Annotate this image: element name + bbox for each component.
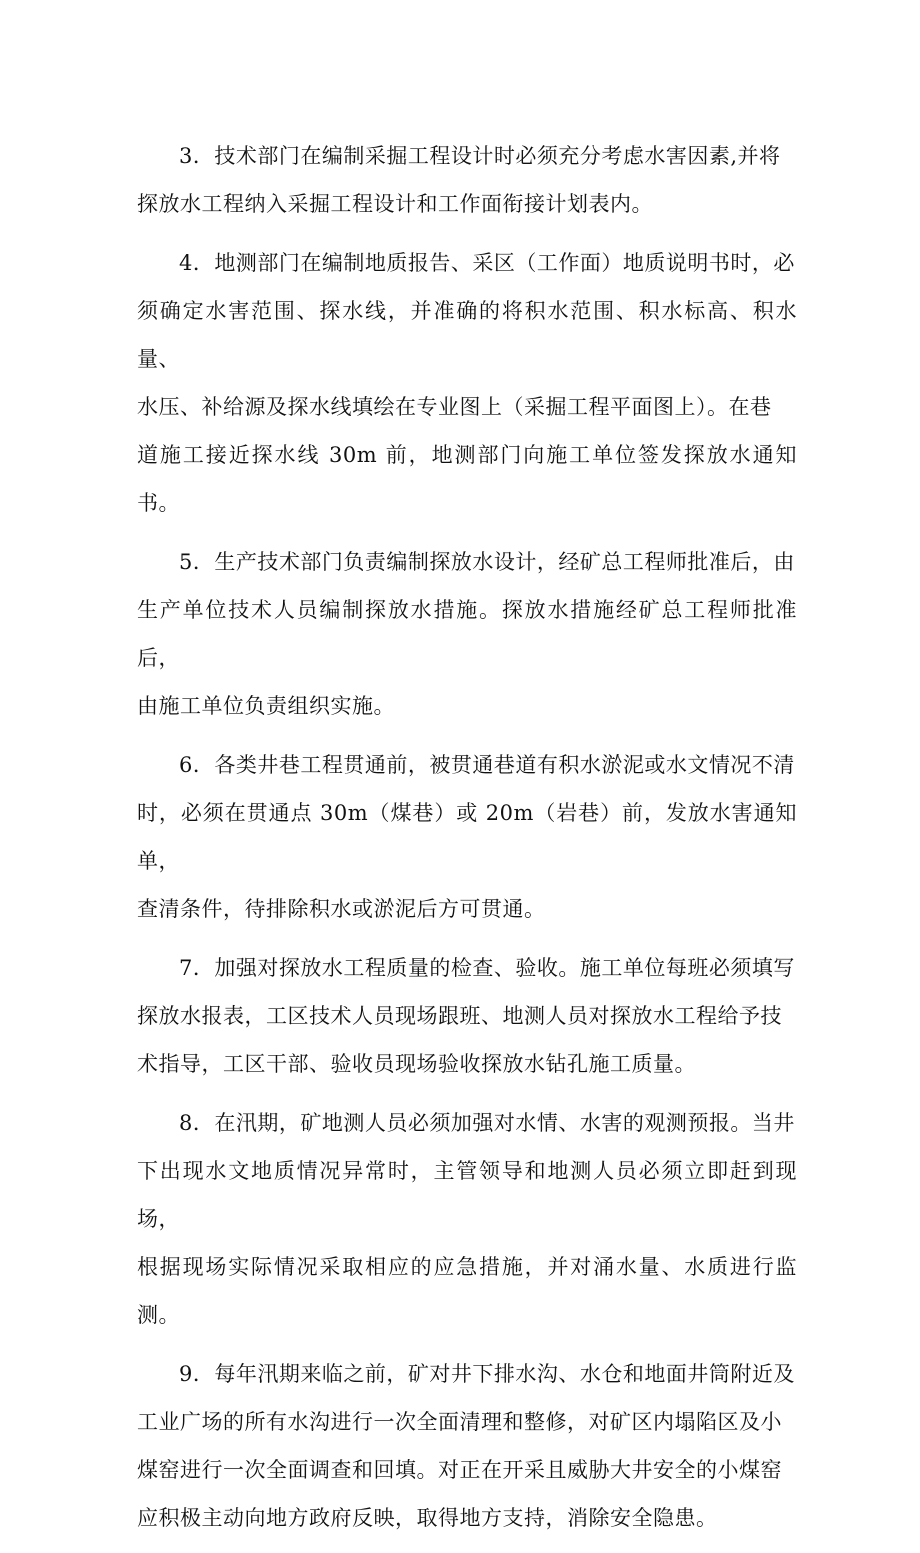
document-body — [137, 132, 797, 1553]
paragraph-line: 术指导，工区干部、验收员现场验收探放水钻孔施工质量。 — [137, 1052, 696, 1076]
paragraph-9 — [137, 1350, 797, 1542]
paragraph-line: 下出现水文地质情况异常时，主管领导和地测人员必须立即赶到现场， — [137, 1159, 797, 1231]
paragraph-line: 7．加强对探放水工程质量的检查、验收。施工单位每班必须填写 — [179, 956, 795, 980]
paragraph-line: 5．生产技术部门负责编制探放水设计，经矿总工程师批准后，由 — [179, 550, 795, 574]
paragraph-line: 3．技术部门在编制采掘工程设计时必须充分考虑水害因素,并将 — [179, 144, 781, 168]
paragraph-line: 9．每年汛期来临之前，矿对井下排水沟、水仓和地面井筒附近及 — [179, 1362, 795, 1386]
paragraph-line: 6．各类井巷工程贯通前，被贯通巷道有积水淤泥或水文情况不清 — [179, 753, 795, 777]
paragraph-line: 8．在汛期，矿地测人员必须加强对水情、水害的观测预报。当井 — [179, 1111, 795, 1135]
paragraph-line: 探放水工程纳入采掘工程设计和工作面衔接计划表内。 — [137, 192, 653, 216]
paragraph-line: 根据现场实际情况采取相应的应急措施，并对涌水量、水质进行监测。 — [137, 1255, 797, 1327]
paragraph-4 — [137, 239, 797, 527]
paragraph-line: 道施工接近探水线 30m 前，地测部门向施工单位签发探放水通知书。 — [137, 443, 797, 515]
paragraph-line: 时，必须在贯通点 30m（煤巷）或 20m（岩巷）前，发放水害通知单， — [137, 801, 797, 873]
paragraph-line: 应积极主动向地方政府反映，取得地方支持，消除安全隐患。 — [137, 1506, 718, 1530]
paragraph-7 — [137, 944, 797, 1088]
paragraph-3 — [137, 132, 797, 228]
paragraph-8 — [137, 1099, 797, 1339]
paragraph-line: 探放水报表，工区技术人员现场跟班、地测人员对探放水工程给予技 — [137, 1004, 782, 1028]
paragraph-line: 工业广场的所有水沟进行一次全面清理和整修，对矿区内塌陷区及小 — [137, 1410, 782, 1434]
paragraph-5 — [137, 538, 797, 730]
paragraph-line: 4．地测部门在编制地质报告、采区（工作面）地质说明书时，必 — [179, 251, 795, 275]
paragraph-6 — [137, 741, 797, 933]
paragraph-line: 查清条件，待排除积水或淤泥后方可贯通。 — [137, 897, 546, 921]
paragraph-line: 煤窑进行一次全面调查和回填。对正在开采且威胁大井安全的小煤窑 — [137, 1458, 782, 1482]
paragraph-line: 由施工单位负责组织实施。 — [137, 694, 395, 718]
paragraph-line: 水压、补给源及探水线填绘在专业图上（采掘工程平面图上）。在巷 — [137, 395, 772, 419]
paragraph-line: 须确定水害范围、探水线，并准确的将积水范围、积水标高、积水量、 — [137, 299, 797, 371]
paragraph-line: 生产单位技术人员编制探放水措施。探放水措施经矿总工程师批准后， — [137, 598, 797, 670]
